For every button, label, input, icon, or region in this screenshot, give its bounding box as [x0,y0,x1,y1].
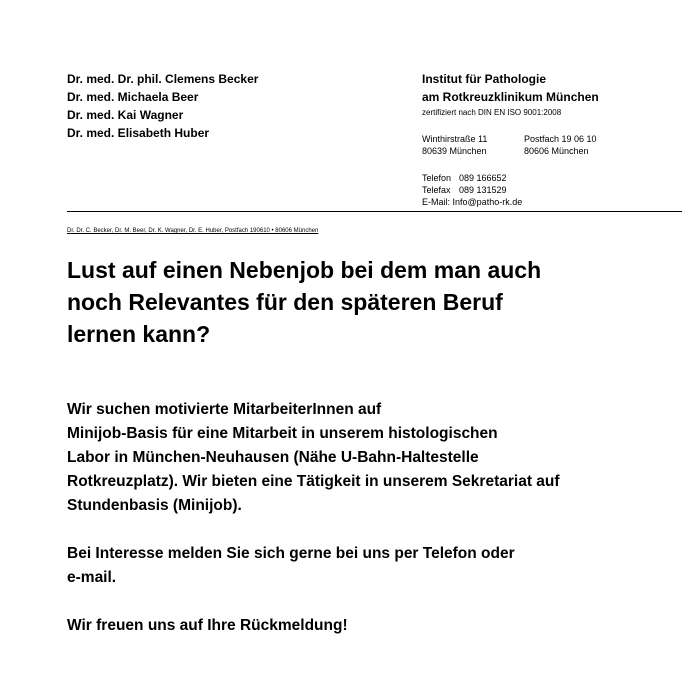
doctor-name: Dr. med. Michaela Beer [67,90,199,104]
institute-block [422,70,682,208]
header-divider [67,211,682,212]
headline-line: Lust auf einen Nebenjob bei dem man auch [67,257,542,283]
email-label: E-Mail: [422,197,451,207]
body-line: e-mail. [67,569,117,586]
body-line: Stundenbasis (Minijob). [67,497,242,514]
postbox-address: Postfach 19 06 10 [524,134,597,144]
fax-label: Telefax [422,185,451,195]
body-line: Bei Interesse melden Sie sich gerne bei uns per Telefon oder [67,545,515,562]
fax-number: 089 131529 [459,185,507,195]
phone-number: 089 166652 [459,173,507,183]
contact-block [422,172,682,208]
headline [67,254,667,350]
doctor-name: Dr. med. Kai Wagner [67,108,184,122]
letter-body [67,398,667,638]
contact-request-paragraph [67,542,667,590]
headline-line: noch Relevantes für den späteren Beruf [67,289,503,315]
email-row [422,196,682,208]
body-line: Minijob-Basis für eine Mitarbeit in unserem histologischen [67,425,498,442]
body-line: Wir freuen uns auf Ihre Rückmeldung! [67,617,348,634]
body-line: Labor in München-Neuhausen (Nähe U-Bahn-Haltestelle [67,449,479,466]
closing-paragraph [67,614,667,638]
institute-name-line2: am Rotkreuzklinikum München [422,90,599,104]
address-block [422,133,682,157]
institute-name-line1: Institut für Pathologie [422,72,546,86]
job-description-paragraph [67,398,667,518]
doctors-list [67,70,258,142]
phone-row [422,172,682,184]
fax-row [422,184,682,196]
street-address: Winthirstraße 11 [422,134,488,144]
email-address: Info@patho-rk.de [452,197,523,207]
sender-return-line: Dr. Dr. C. Becker, Dr. M. Beer, Dr. K. Wagner, Dr. E. Huber, Postfach 190610 • 80606 München [67,228,319,234]
body-line: Rotkreuzplatz). Wir bieten eine Tätigkeit in unserem Sekretariat auf [67,473,560,490]
street-city: 80639 München [422,146,487,156]
doctor-name: Dr. med. Elisabeth Huber [67,126,210,140]
body-line: Wir suchen motivierte MitarbeiterInnen auf [67,401,382,418]
doctor-name: Dr. med. Dr. phil. Clemens Becker [67,72,259,86]
certification-note: zertifiziert nach DIN EN ISO 9001:2008 [422,108,562,117]
phone-label: Telefon [422,173,452,183]
postbox-city: 80606 München [524,146,589,156]
headline-line: lernen kann? [67,321,211,347]
